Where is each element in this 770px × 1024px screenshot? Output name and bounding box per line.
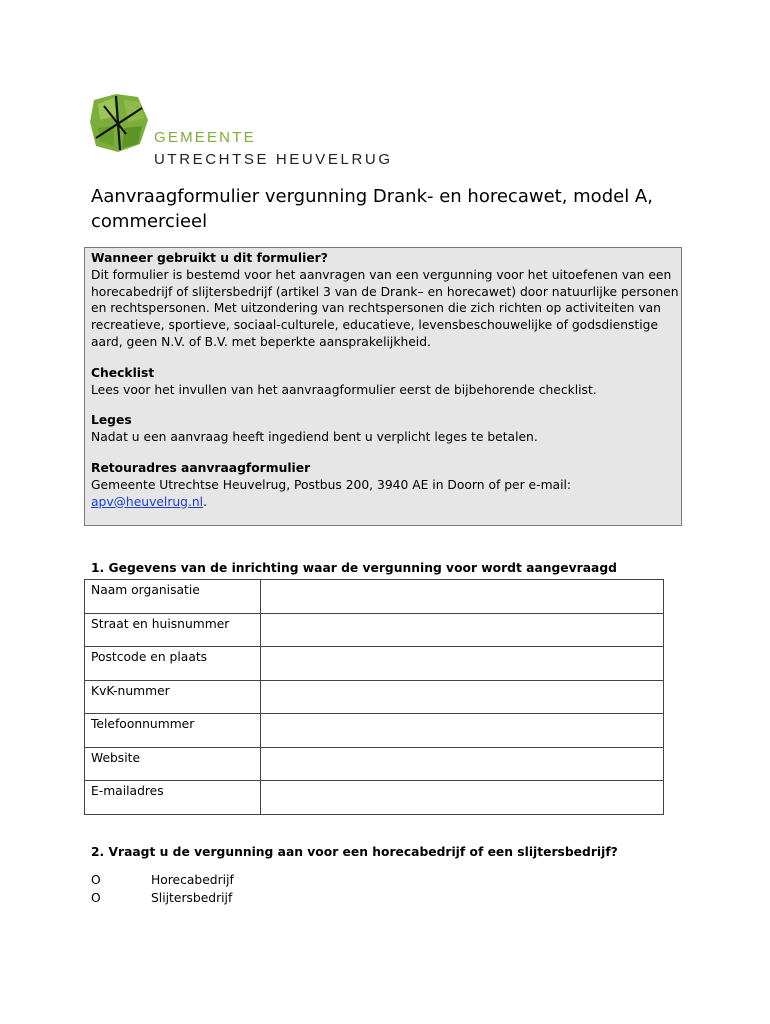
- logo-mark-icon: [88, 92, 150, 154]
- option-slijtersbedrijf[interactable]: [91, 889, 234, 907]
- table-row: [85, 714, 664, 748]
- option-horecabedrijf[interactable]: [91, 871, 234, 889]
- establishment-details-table: [84, 579, 664, 815]
- info-return-end: .: [203, 494, 208, 509]
- info-when: [91, 250, 681, 351]
- info-leges-heading: Leges: [91, 413, 132, 428]
- field-label: Naam organisatie: [85, 580, 261, 614]
- info-checklist-text: Lees voor het invullen van het aanvraagformulier eerst de bijbehorende checklist.: [91, 382, 597, 397]
- email-input[interactable]: [261, 781, 664, 815]
- field-label: Website: [85, 747, 261, 781]
- table-row: [85, 680, 664, 714]
- table-row: [85, 580, 664, 614]
- table-row: [85, 747, 664, 781]
- business-type-options: [91, 871, 234, 907]
- field-label: Straat en huisnummer: [85, 613, 261, 647]
- street-input[interactable]: [261, 613, 664, 647]
- info-leges-text: Nadat u een aanvraag heeft ingediend bent u verplicht leges te betalen.: [91, 430, 538, 445]
- page-title: Aanvraagformulier vergunning Drank- en horecawet, model A, commercieel: [91, 186, 653, 232]
- info-return-text: Gemeente Utrechtse Heuvelrug, Postbus 200, 3940 AE in Doorn of per e-mail:: [91, 477, 572, 492]
- info-checklist: [91, 365, 681, 399]
- info-return: [91, 460, 681, 510]
- option-label: Horecabedrijf: [151, 873, 234, 887]
- section2-heading: 2. Vraagt u de vergunning aan voor een horecabedrijf of een slijtersbedrijf?: [91, 845, 618, 859]
- logo-text-municipality-name: UTRECHTSE HEUVELRUG: [154, 151, 393, 168]
- table-row: [85, 647, 664, 681]
- info-box: [84, 247, 682, 526]
- kvk-number-input[interactable]: [261, 680, 664, 714]
- info-when-text: Dit formulier is bestemd voor het aanvragen van een vergunning voor het uitoefenen van een horecabedrijf of slijtersbedrijf (artikel 3 van de Drank– en horecawet) door natuurlijke personen en rechtspersonen. Met uitzondering van rechtspersonen die zich richten op activiteiten van recreatieve, sportieve, sociaal-culturele, educatieve, levensbeschouwelijke of godsdienstige aard, geen N.V. of B.V. met beperkte aansprakelijkheid.: [91, 267, 679, 349]
- info-leges: [91, 412, 681, 446]
- info-checklist-heading: Checklist: [91, 365, 155, 380]
- field-label: KvK-nummer: [85, 680, 261, 714]
- radio-mark[interactable]: O: [91, 891, 101, 905]
- logo-text-gemeente: GEMEENTE: [154, 129, 256, 146]
- field-label: Postcode en plaats: [85, 647, 261, 681]
- field-label: E-mailadres: [85, 781, 261, 815]
- radio-mark[interactable]: O: [91, 873, 101, 887]
- municipality-logo: [88, 92, 393, 172]
- table-row: [85, 781, 664, 815]
- return-email-link[interactable]: apv@heuvelrug.nl: [91, 494, 204, 509]
- phone-input[interactable]: [261, 714, 664, 748]
- organisation-name-input[interactable]: [261, 580, 664, 614]
- info-when-heading: Wanneer gebruikt u dit formulier?: [91, 251, 328, 265]
- postcode-city-input[interactable]: [261, 647, 664, 681]
- field-label: Telefoonnummer: [85, 714, 261, 748]
- section1-heading: 1. Gegevens van de inrichting waar de vergunning voor wordt aangevraagd: [91, 561, 617, 575]
- info-return-heading: Retouradres aanvraagformulier: [91, 460, 311, 475]
- website-input[interactable]: [261, 747, 664, 781]
- option-label: Slijtersbedrijf: [151, 891, 233, 905]
- table-row: [85, 613, 664, 647]
